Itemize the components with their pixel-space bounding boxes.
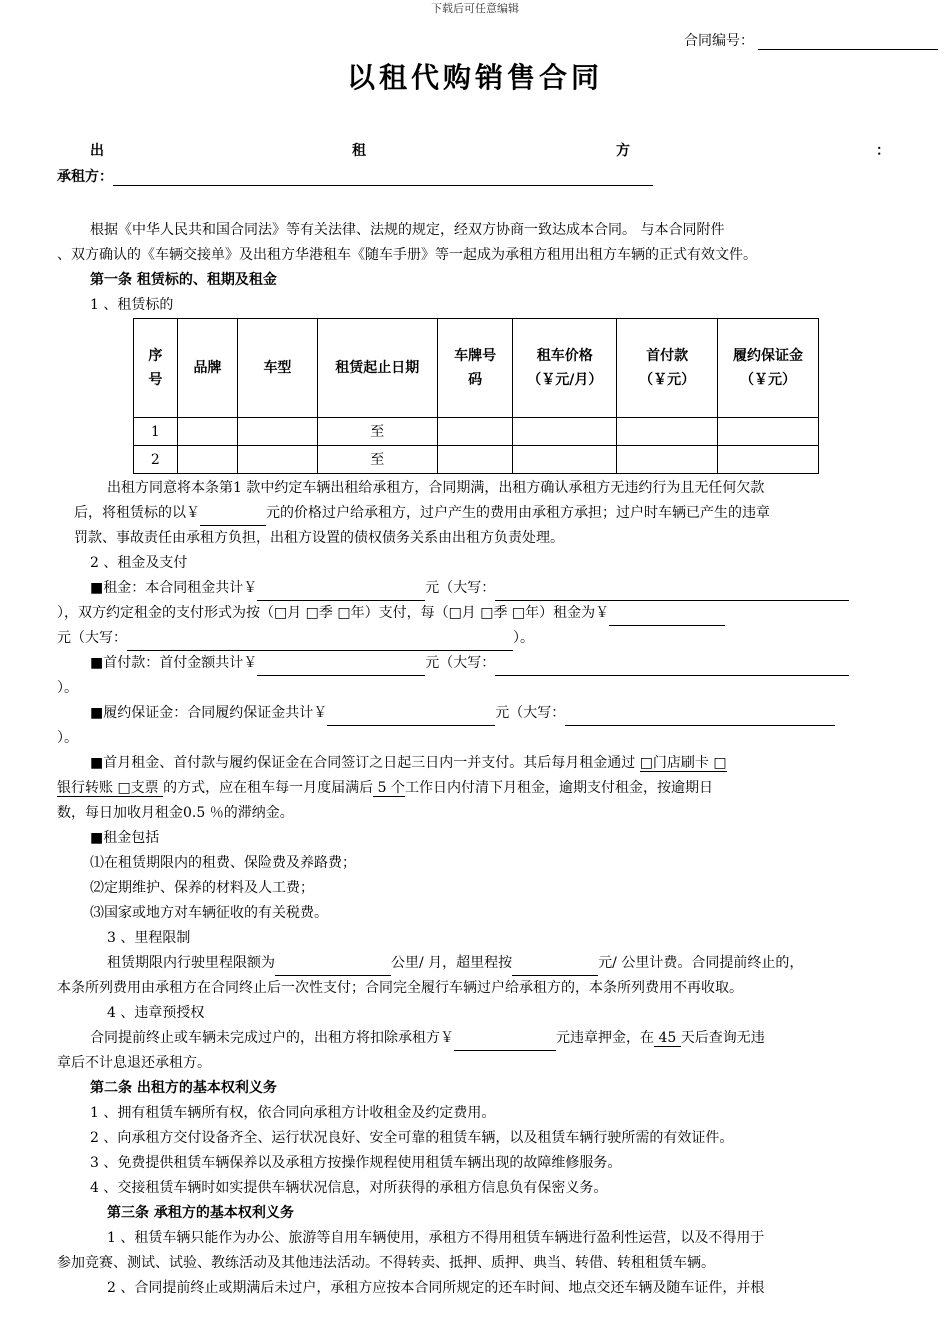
rent-label: ■租金：本合同租金共计￥: [90, 580, 258, 596]
row-no: 1: [134, 418, 178, 446]
col-header-no: 序号: [134, 319, 178, 418]
rent-amount-field[interactable]: [257, 584, 425, 601]
cell-plate[interactable]: [437, 446, 513, 474]
rent-includes-heading: ■租金包括: [90, 830, 160, 846]
payment-text-c: 工作日内付清下月租金，逾期支付租金，按逾期日: [404, 780, 713, 796]
down-payment-words-label: 元（大写：: [425, 655, 496, 671]
cell-down-payment[interactable]: [617, 418, 718, 446]
col-header-plate: 车牌号码: [437, 319, 513, 418]
mileage-text-c: 元/ 公里计费。合同提前终止的，: [598, 955, 804, 971]
col-header-price: 租车价格（￥元/月）: [513, 319, 617, 418]
payment-days-field[interactable]: 5 个: [373, 780, 405, 796]
table-header-row: [134, 319, 819, 418]
contract-number: [684, 30, 938, 50]
cell-price[interactable]: [513, 446, 617, 474]
cell-deposit[interactable]: [718, 446, 819, 474]
deposit-words-field[interactable]: [565, 709, 835, 726]
rent-period-words-field[interactable]: [127, 634, 513, 651]
article1-sub3: 3 、里程限制: [107, 930, 191, 946]
payment-method-card[interactable]: □门店刷卡 □: [639, 755, 727, 771]
article3-p1-line-2: 参加竞赛、测试、试验、教练活动及其他违法活动。不得转卖、抵押、质押、典当、转借、转租租赁车辆。: [57, 1255, 715, 1271]
intro-line-2: 、双方确认的《车辆交接单》及出租方华港租车《随车手册》等一起成为承租方租用出租方车辆的正式有效文件。: [57, 247, 757, 263]
deposit-words-label: 元（大写：: [495, 705, 566, 721]
violation-line-2: 章后不计息退还承租方。: [57, 1055, 211, 1071]
violation-deposit-field[interactable]: [454, 1034, 556, 1051]
lessee-line: [57, 166, 653, 186]
rent-words-field[interactable]: [495, 584, 849, 601]
contract-number-label: 合同编号：: [684, 33, 754, 49]
cell-model[interactable]: [238, 418, 317, 446]
article3-p2-line-1: 2 、合同提前终止或期满后未过户，承租方应按本合同所规定的还车时间、地点交还车辆及随车证件，并根: [107, 1280, 765, 1296]
violation-days-field[interactable]: 45: [654, 1030, 681, 1046]
mileage-limit-field[interactable]: [275, 959, 391, 976]
article1-sub4: 4 、违章预授权: [107, 1005, 205, 1021]
rent-line-2: [57, 601, 895, 626]
violation-text-c: 天后查询无违: [680, 1030, 765, 1046]
lessee-label: 承租方：: [57, 169, 113, 185]
article2-item: 1 、拥有租赁车辆所有权，依合同向承租方计收租金及约定费用。: [90, 1105, 496, 1121]
violation-text-b: 元违章押金，在: [556, 1030, 654, 1046]
intro-line-1: 根据《中华人民共和国合同法》等有关法律、法规的规定，经双方协商一致达成本合同。 与本合同附件: [90, 222, 725, 238]
deposit-label: ■履约保证金：合同履约保证金共计￥: [90, 705, 328, 721]
article3-heading: 第三条 承租方的基本权利义务: [107, 1205, 294, 1221]
transfer-line-2: [57, 501, 912, 526]
article1-heading: 第一条 租赁标的、租期及租金: [90, 272, 277, 288]
mileage-line-1: [57, 951, 945, 976]
cell-period[interactable]: 至: [317, 446, 437, 474]
article2-item: 4 、交接租赁车辆时如实提供车辆状况信息，对所获得的承租方信息负有保密义务。: [90, 1180, 608, 1196]
payment-line-2: [57, 776, 895, 801]
table-row: [134, 446, 819, 474]
cell-brand[interactable]: [177, 446, 238, 474]
payment-line-1: [57, 751, 928, 776]
cell-price[interactable]: [513, 418, 617, 446]
payment-text-b: 的方式，应在租车每一月度届满后: [163, 780, 374, 796]
rent-period-amount-field[interactable]: [609, 609, 725, 626]
down-payment-amount-field[interactable]: [257, 659, 425, 676]
transfer-price-field[interactable]: [200, 509, 266, 526]
rent-period-words-label: 元（大写：: [57, 630, 127, 646]
mileage-line-2: 本条所列费用由承租方在合同终止后一次性支付；合同完全履行车辆过户给承租方的，本条所列费用不再收取。: [57, 980, 743, 996]
rent-words-label: 元（大写：: [425, 580, 496, 596]
table-row: [134, 418, 819, 446]
transfer-line-1: 出租方同意将本条第1 款中约定车辆出租给承租方，合同期满，出租方确认承租方无违约行为且无任何欠款: [107, 480, 765, 496]
rent-includes-item: ⑶国家或地方对车辆征收的有关税费。: [90, 905, 328, 921]
article2-heading: 第二条 出租方的基本权利义务: [90, 1080, 277, 1096]
col-header-period: 租赁起止日期: [317, 319, 437, 418]
violation-line-1: [57, 1026, 928, 1051]
cell-down-payment[interactable]: [617, 446, 718, 474]
rent-period-text: ），双方约定租金的支付形式为按（□月 □季 □年）支付，每（□月 □季 □年）租金为￥: [57, 605, 610, 621]
article3-p1-line-1: 1 、租赁车辆只能作为办公、旅游等自用车辆使用，承租方不得用租赁车辆进行盈利性运营，以及不得用于: [107, 1230, 765, 1246]
col-header-model: 车型: [238, 319, 317, 418]
down-payment-label: ■首付款：首付金额共计￥: [90, 655, 258, 671]
lessee-field[interactable]: [113, 171, 653, 186]
lessor-char-4: ：: [876, 143, 890, 159]
row-no: 2: [134, 446, 178, 474]
deposit-amount-field[interactable]: [327, 709, 495, 726]
deposit-line: [57, 701, 928, 726]
rent-line-1: [57, 576, 928, 601]
rent-includes-item: ⑵定期维护、保养的材料及人工费；: [90, 880, 314, 896]
col-header-down-payment: 首付款（￥元）: [617, 319, 718, 418]
payment-method-bank[interactable]: 银行转账 □支票: [57, 780, 164, 796]
cell-brand[interactable]: [177, 418, 238, 446]
article2-item: 3 、免费提供租赁车辆保养以及承租方按操作规程使用租赁车辆出现的故障维修服务。: [90, 1155, 622, 1171]
mileage-rate-field[interactable]: [512, 959, 598, 976]
deposit-close: ）。: [57, 730, 78, 746]
down-payment-close: ）。: [57, 680, 78, 696]
cell-deposit[interactable]: [718, 418, 819, 446]
violation-text-a: 合同提前终止或车辆未完成过户的，出租方将扣除承租方￥: [90, 1030, 454, 1046]
rent-period-close: ）。: [513, 630, 534, 646]
top-note: 下载后可任意编辑: [431, 2, 519, 15]
down-payment-line: [57, 651, 928, 676]
payment-text-a: ■首月租金、首付款与履约保证金在合同签订之日起三日内一并支付。其后每月租金通过: [90, 755, 640, 771]
cell-model[interactable]: [238, 446, 317, 474]
transfer-text-b: 元的价格过户给承租方，过户产生的费用由承租方承担；过户时车辆已产生的违章: [266, 505, 770, 521]
lease-items-table: [133, 318, 819, 474]
mileage-text-b: 公里/ 月，超里程按: [391, 955, 513, 971]
article1-sub1: 1 、租赁标的: [90, 297, 174, 313]
article1-sub2: 2 、租金及支付: [90, 555, 188, 571]
transfer-line-3: 罚款、事故责任由承租方负担，出租方设置的债权债务关系由出租方负责处理。: [74, 530, 564, 546]
page-title: 以租代购销售合同: [346, 61, 603, 94]
rent-includes-item: ⑴在租赁期限内的租费、保险费及养路费；: [90, 855, 356, 871]
lessor-char-3: 方: [616, 143, 630, 159]
cell-period[interactable]: 至: [317, 418, 437, 446]
rent-line-3: [57, 626, 895, 651]
down-payment-words-field[interactable]: [495, 659, 849, 676]
col-header-deposit: 履约保证金（￥元）: [718, 319, 819, 418]
cell-plate[interactable]: [437, 418, 513, 446]
transfer-text-a: 后，将租赁标的以￥: [74, 505, 200, 521]
article2-item: 2 、向承租方交付设备齐全、运行状况良好、安全可靠的租赁车辆，以及租赁车辆行驶所需的有效证件。: [90, 1130, 734, 1146]
lessor-char-2: 租: [352, 143, 366, 159]
col-header-brand: 品牌: [177, 319, 238, 418]
payment-line-3: 数，每日加收月租金0.5 ％的滞纳金。: [57, 805, 294, 821]
contract-number-field[interactable]: [758, 35, 938, 50]
mileage-text-a: 租赁期限内行驶里程限额为: [107, 955, 275, 971]
lessor-char-1: 出: [90, 143, 104, 159]
